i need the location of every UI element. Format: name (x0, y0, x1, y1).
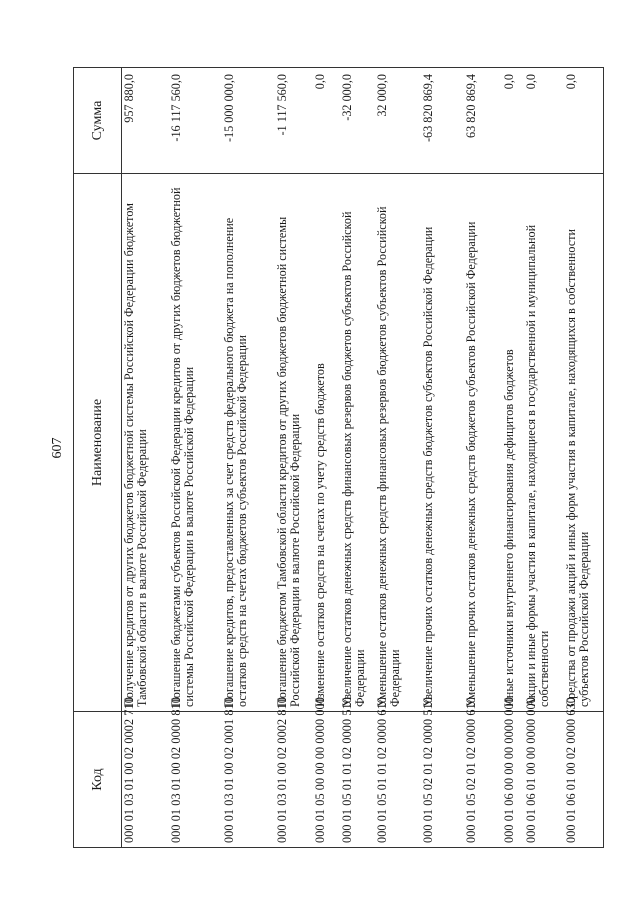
row-code: 000 01 06 00 00 00 0000 000 (502, 712, 524, 848)
row-name: Уменьшение остатков денежных средств финансовых резервов бюджетов субъектов Российской Федерации (375, 174, 421, 712)
row-sum: 957 880,0 (122, 68, 169, 174)
row-sum: -63 820 869,4 (421, 68, 464, 174)
row-code: 000 01 06 01 00 02 0000 630 (564, 712, 604, 848)
table-header-row (74, 68, 122, 848)
row-name: Уменьшение прочих остатков денежных средств бюджетов субъектов Российской Федерации (464, 174, 502, 712)
row-sum: 0,0 (564, 68, 604, 174)
rotated-page (73, 68, 591, 848)
row-sum: 0,0 (524, 68, 564, 174)
row-name: Увеличение прочих остатков денежных средств бюджетов субъектов Российской Федерации (421, 174, 464, 712)
row-code: 000 01 05 02 01 02 0000 610 (464, 712, 502, 848)
row-code: 000 01 03 01 00 02 0001 810 (222, 712, 275, 848)
row-sum: -32 000,0 (340, 68, 375, 174)
row-name: Иные источники внутреннего финансирования дефицитов бюджетов (502, 174, 524, 712)
table-row (375, 68, 421, 848)
row-sum: -15 000 000,0 (222, 68, 275, 174)
row-name: Увеличение остатков денежных средств финансовых резервов бюджетов субъектов Российской Федерации (340, 174, 375, 712)
table-row (524, 68, 564, 848)
row-sum: 63 820 869,4 (464, 68, 502, 174)
row-name: Погашение бюджетами субъектов Российской Федерации кредитов от других бюджетов бюджетной системы Российской Федерации в валюте Российской Федерации (169, 174, 222, 712)
row-code: 000 01 03 01 00 02 0000 810 (169, 712, 222, 848)
row-sum: 32 000,0 (375, 68, 421, 174)
sources-table (73, 67, 604, 848)
table-row (222, 68, 275, 848)
table-row (421, 68, 464, 848)
header-code: Код (74, 712, 122, 848)
row-name: Изменение остатков средств на счетах по учету средств бюджетов (313, 174, 340, 712)
row-name: Средства от продажи акций и иных форм участия в капитале, находящихся в собственности субъектов Российской Федерации (564, 174, 604, 712)
row-code: 000 01 05 00 00 00 0000 000 (313, 712, 340, 848)
row-name: Погашение бюджетом Тамбовской области кредитов от других бюджетов бюджетной системы Российской Федерации в валюте Российской Федерации (275, 174, 313, 712)
table-row (169, 68, 222, 848)
table-row (313, 68, 340, 848)
row-sum: 0,0 (313, 68, 340, 174)
row-name: Получение кредитов от других бюджетов бюджетной системы Российской Федерации бюджетом Тамбовской области в валюте Российской Федерации (122, 174, 169, 712)
row-code: 000 01 03 01 00 02 0002 710 (122, 712, 169, 848)
header-name: Наименование (74, 174, 122, 712)
page-number: 607 (50, 437, 65, 459)
table-row (340, 68, 375, 848)
row-code: 000 01 05 01 01 02 0000 610 (375, 712, 421, 848)
table-row (122, 68, 169, 848)
row-sum: -1 117 560,0 (275, 68, 313, 174)
table-row (464, 68, 502, 848)
row-code: 000 01 03 01 00 02 0002 810 (275, 712, 313, 848)
table-row (502, 68, 524, 848)
row-sum: -16 117 560,0 (169, 68, 222, 174)
row-sum: 0,0 (502, 68, 524, 174)
row-code: 000 01 06 01 00 00 0000 000 (524, 712, 564, 848)
table-row (564, 68, 604, 848)
row-name: Акции и иные формы участия в капитале, находящиеся в государственной и муниципальной собственности (524, 174, 564, 712)
row-code: 000 01 05 02 01 02 0000 510 (421, 712, 464, 848)
row-code: 000 01 05 01 01 02 0000 510 (340, 712, 375, 848)
header-sum: Сумма (74, 68, 122, 174)
table-row (275, 68, 313, 848)
row-name: Погашение кредитов, предоставленных за счет средств федерального бюджета на пополнение остатков средств на счетах бюджетов субъектов Российской Федерации (222, 174, 275, 712)
